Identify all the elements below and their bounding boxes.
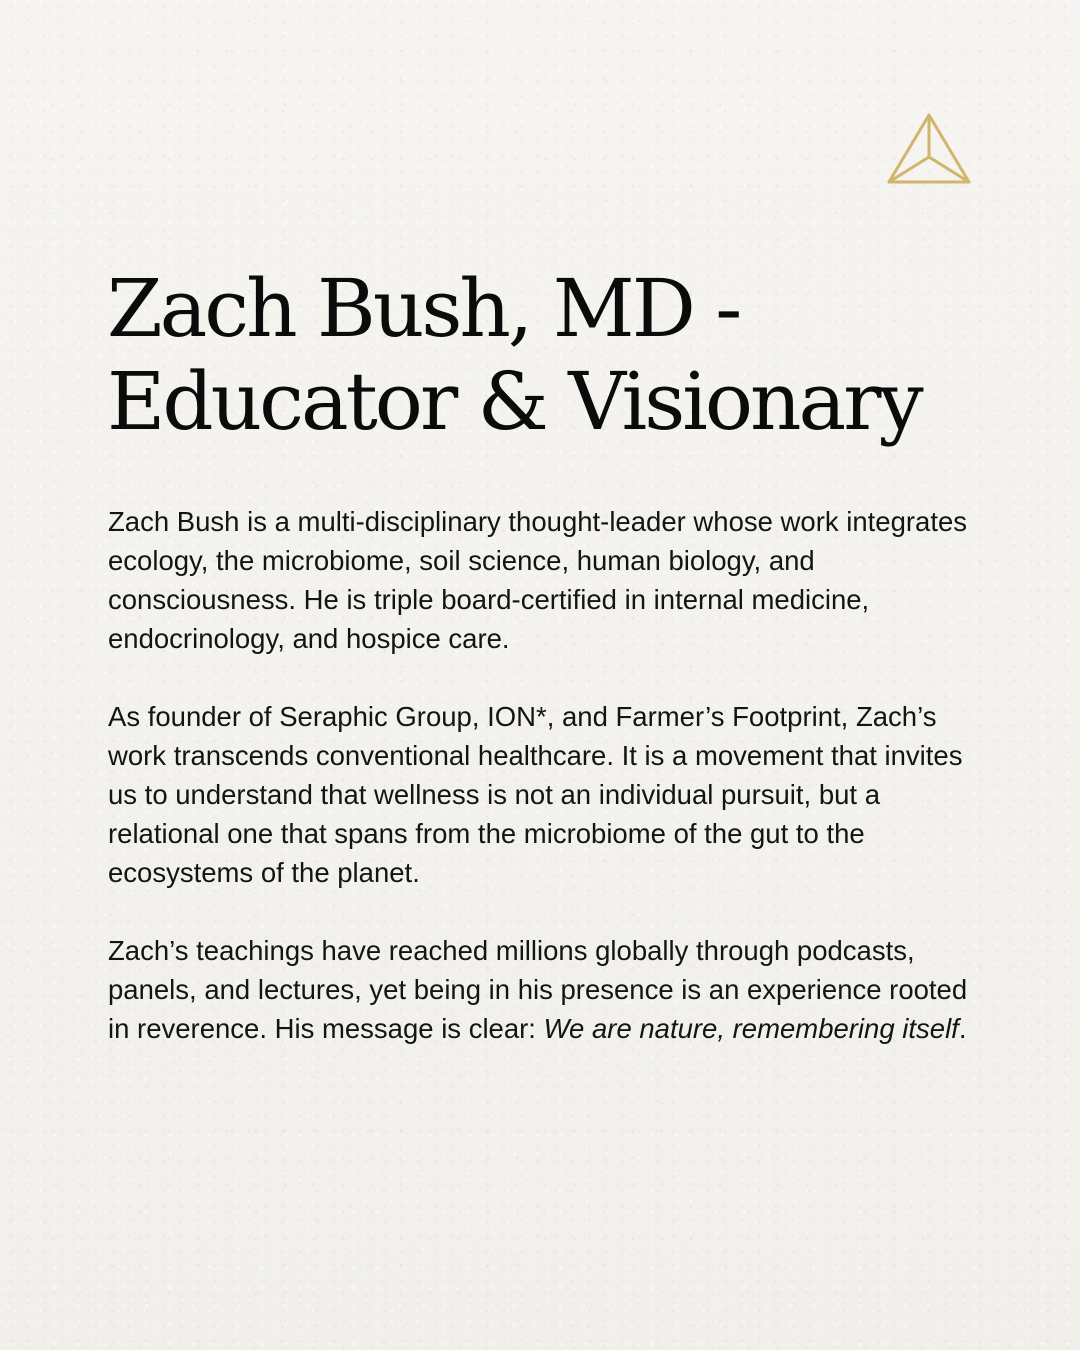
- bio-paragraph-3-end: .: [958, 1013, 967, 1044]
- closing-quote: We are nature, remembering itself: [543, 1013, 959, 1044]
- bio-paragraph-1: Zach Bush is a multi-disciplinary thought-leader whose work integrates ecology, the microbiome, soil science, human biology, and consciousness. He is triple board-certified in internal medicine, endocrinology, and hospice care.: [108, 506, 968, 654]
- bio-paragraph-3: [108, 931, 988, 1048]
- title-line-2: Educator & Visionary: [107, 355, 921, 448]
- title-line-1: Zach Bush, MD -: [107, 262, 740, 355]
- page-title: [107, 262, 1007, 448]
- bio-text: [108, 502, 988, 1048]
- bio-paragraph-3-text: Zach’s teachings have reached millions globally through podcasts, panels, and lectures, yet being in his presence is an experience rooted in reverence. His message is clear:: [108, 935, 968, 1044]
- bio-paragraph-2: As founder of Seraphic Group, ION*, and Farmer’s Footprint, Zach’s work transcends conventional healthcare. It is a movement that invites us to understand that wellness is not an individual pursuit, but a relational one that spans from the microbiome of the gut to the ecosystems of the planet.: [108, 701, 963, 888]
- triangle-mark-icon: [886, 112, 972, 186]
- triangle-logo-icon: [886, 112, 972, 186]
